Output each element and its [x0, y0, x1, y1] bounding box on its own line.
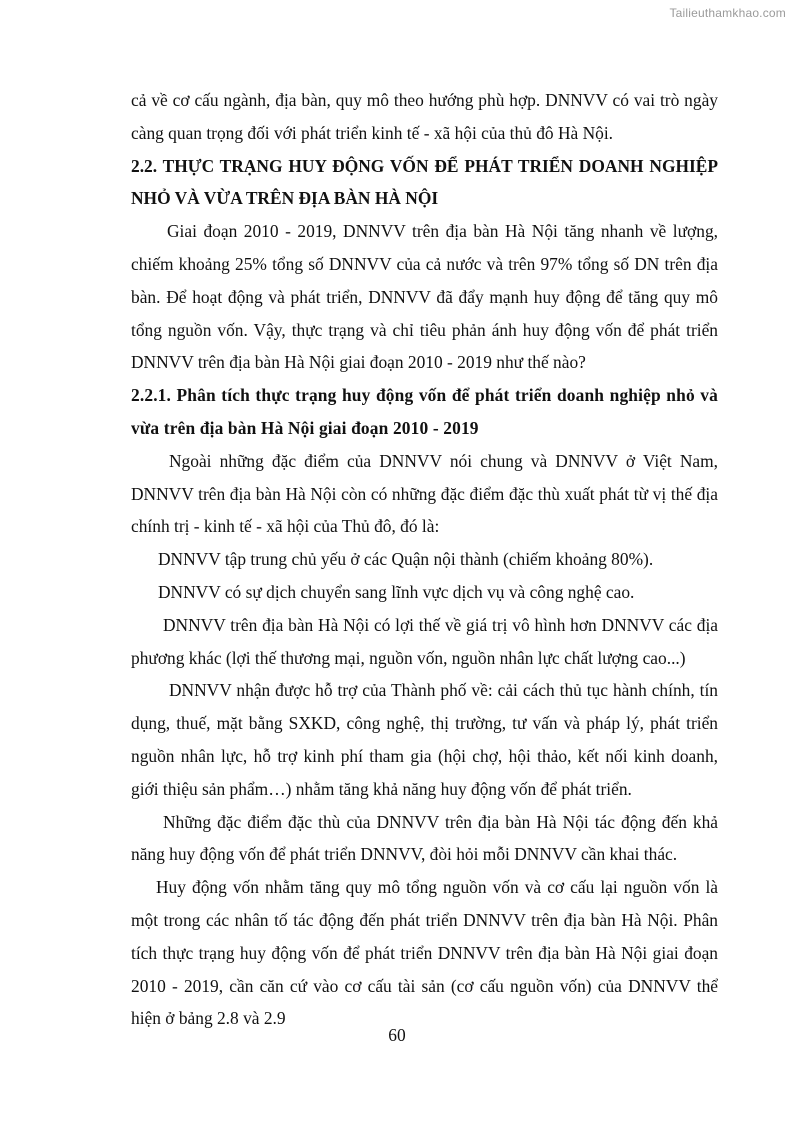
paragraph-overview: Giai đoạn 2010 - 2019, DNNVV trên địa bàn Hà Nội tăng nhanh về lượng, chiếm khoảng 25% tổng số DNNVV của cả nước và trên 97% tổng số DN trên địa bàn. Để hoạt động và phát triển, DNNVV đã đẩy mạnh huy động để tăng quy mô tổng nguồn vốn. Vậy, thực trạng và chỉ tiêu phản ánh huy động vốn để phát triển DNNVV trên địa bàn Hà Nội giai đoạn 2010 - 2019 như thế nào?: [131, 221, 718, 373]
paragraph-analysis: Huy động vốn nhằm tăng quy mô tổng nguồn vốn và cơ cấu lại nguồn vốn là một trong các nhân tố tác động đến phát triển DNNVV trên địa bàn Hà Nội. Phân tích thực trạng huy động vốn để phát triển DNNVV trên địa bàn Hà Nội giai đoạn 2010 - 2019, cần căn cứ vào cơ cấu tài sản (cơ cấu nguồn vốn) của DNNVV thể hiện ở bảng 2.8 và 2.9: [131, 877, 718, 1029]
paragraph-shift: DNNVV có sự dịch chuyển sang lĩnh vực dịch vụ và công nghệ cao.: [158, 581, 635, 602]
paragraph-characteristics: Ngoài những đặc điểm của DNNVV nói chung và DNNVV ở Việt Nam, DNNVV trên địa bàn Hà Nội còn có những đặc điểm đặc thù xuất phát từ vị thế địa chính trị - kinh tế - xã hội của Thủ đô, đó là:: [131, 450, 718, 537]
paragraph-impact: Những đặc điểm đặc thù của DNNVV trên địa bàn Hà Nội tác động đến khả năng huy động vốn để phát triển DNNVV, đòi hỏi mỗi DNNVV cần khai thác.: [131, 811, 718, 865]
subsection-heading-2-2-1: 2.2.1. Phân tích thực trạng huy động vốn để phát triển doanh nghiệp nhỏ và vừa trên địa bàn Hà Nội giai đoạn 2010 - 2019: [131, 385, 718, 438]
watermark-text: Tailieuthamkhao.com: [669, 6, 786, 20]
paragraph-intro-continuation: cả về cơ cấu ngành, địa bàn, quy mô theo hướng phù hợp. DNNVV có vai trò ngày càng quan trọng đối với phát triển kinh tế - xã hội của thủ đô Hà Nội.: [131, 90, 718, 143]
page-number: 60: [388, 1025, 406, 1045]
section-heading-2-2: 2.2. THỰC TRẠNG HUY ĐỘNG VỐN ĐỂ PHÁT TRIỂN DOANH NGHIỆP NHỎ VÀ VỪA TRÊN ĐỊA BÀN HÀ NỘI: [131, 155, 718, 209]
paragraph-advantage: DNNVV trên địa bàn Hà Nội có lợi thế về giá trị vô hình hơn DNNVV các địa phương khác (lợi thế thương mại, nguồn vốn, nguồn nhân lực chất lượng cao...): [131, 614, 718, 668]
paragraph-support: DNNVV nhận được hỗ trợ của Thành phố về: cải cách thủ tục hành chính, tín dụng, thuế, mặt bằng SXKD, công nghệ, thị trường, tư vấn và pháp lý, phát triển nguồn nhân lực, hỗ trợ kinh phí tham gia (hội chợ, hội thảo, kết nối kinh doanh, giới thiệu sản phẩm…) nhằm tăng khả năng huy động vốn để phát triển.: [131, 680, 718, 799]
document-body: [131, 84, 718, 1035]
paragraph-concentration: DNNVV tập trung chủ yếu ở các Quận nội thành (chiếm khoảng 80%).: [158, 549, 654, 570]
